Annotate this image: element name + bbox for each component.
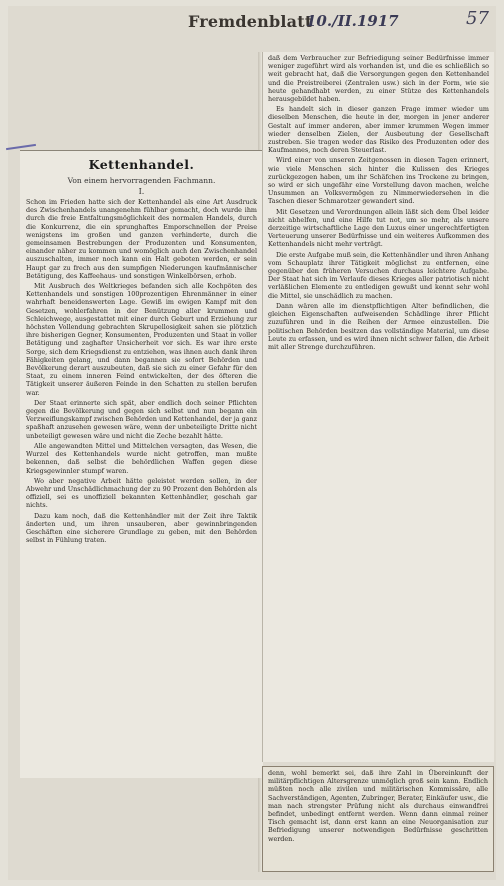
clipping-right-column [262,52,494,762]
paragraph: Die erste Aufgabe muß sein, die Kettenhändler und ihren Anhang vom Schauplatz ihrer Tätigkeit möglichst zu entfernen, eine gegenüber den früheren Versuchen durchaus leichtere Aufgabe. Der Staat hat sich im Verlaufe dieses Krieges aller patriotisch nicht verläßlichen Elemente zu entledigen gewußt und kennt sehr wohl die Mittel, sie unschädlich zu machen. [268,250,489,300]
newspaper-masthead: Fremdenblatt [188,12,313,31]
paragraph: daß dem Verbraucher zur Befriedigung seiner Bedürfnisse immer weniger zugeführt wird als vorhanden ist, und die es schließlich so weit gebracht hat, daß die Versorgungen gegen den Kettenhandel und die Preistreiberei (Zentralen usw.) sich in der Form, wie sie heute gehandhabt werden, zu einer Stütze des Kettenhandels herausgebildet haben. [268,54,489,104]
article-title: Kettenhandel. [88,157,195,172]
article-byline: Von einem hervorragenden Fachmann. [67,176,216,185]
paragraph: Alle angewandten Mittel und Mittelchen versagten, das Wesen, die Wurzel des Kettenhandels wurde nicht getroffen, man mußte bekennen, daß selbst die behördlichen Waffen gegen diese Kriegsgewinnler stumpf waren. [26,441,257,475]
paragraph: Es handelt sich in dieser ganzen Frage immer wieder um dieselben Menschen, die heute in der, morgen in jener anderer Gestalt auf immer anderen, aber immer krummen Wegen immer wieder denselben Zielen, der Ausbeutung der Gesellschaft zustreben. Sie tragen weder das Risiko des Produzenten oder des Kaufmannes, noch deren Steuerlast. [268,105,489,155]
paragraph: Dazu kam noch, daß die Kettenhändler mit der Zeit ihre Taktik änderten und, um ihren unsauberen, aber gewinnbringenden Geschäften eine sicherere Grundlage zu geben, mit den Behörden selbst in Fühlung traten. [26,511,257,545]
paragraph: denn, wohl bemerkt sei, daß ihre Zahl in Übereinkunft der militärpflichtigen Altersgrenze unmöglich groß sein kann. Endlich müßten noch alle zivilen und militärischen Kommissäre, alle Sachverständigen, Agenten, Zubringer, Berater, Einkäufer usw., die man nach strengster Prüfung nicht als durchaus einwandfrei befindet, unbedingt entfernt werden. Wenn dann einmal reiner Tisch gemacht ist, dann erst kann an eine Neuorganisation zur Befriedigung unserer notwendigen Bedürfnisse geschritten werden. [268,769,488,843]
section-number: I. [138,187,145,196]
paragraph: Mit Gesetzen und Verordnungen allein läßt sich dem Übel leider nicht abhelfen, und eine Hilfe tut not, um so mehr, als unsere derzeitige wirtschaftliche Lage den Luxus einer ungerechtfertigten Verteuerung unserer Bedürfnisse und ein weiteres Aufkommen des Kettenhandels nicht mehr verträgt. [268,207,489,249]
clipping-left-column [20,150,263,778]
paragraph: Wo aber negative Arbeit hätte geleistet werden sollen, in der Abwehr und Unschädlichmachung der zu 90 Prozent den Behörden als offiziell, sei es unoffiziell bekannten Kettenhändler, geschah gar nichts. [26,476,257,510]
paragraph: Der Staat erinnerte sich spät, aber endlich doch seiner Pflichten gegen die Bevölkerung und gegen sich selbst und nun begann ein Verzweiflungskampf zwischen Behörden und Kettenhandel, der ja ganz spaßhaft anzusehen gewesen wäre, wenn der unbeteiligte Dritte nicht unbeteiligt gewesen wäre und nicht die Zeche bezahlt hätte. [26,398,257,440]
paragraph: Dann wären alle im dienstpflichtigen Alter befindlichen, die gleichen Eigenschaften aufweisenden Schädlinge ihrer Pflicht zuzuführen und in die Reihen der Armee einzustellen. Die politischen Behörden besitzen das vollständige Material, um diese Leute zu erfassen, und es wird ihnen nicht schwer fallen, die Arbeit mit aller Strenge durchzuführen. [268,301,489,351]
paragraph: Schon im Frieden hatte sich der Kettenhandel als eine Art Ausdruck des Zwischenhandels unangenehm fühlbar gemacht, doch wurde ihm durch die freie Entfaltungsmöglichkeit des normalen Handels, durch die Konkurrenz, die ein sprunghaftes Emporschnellen der Preise wenigstens im großen und ganzen verhinderte, durch die gemeinsamen Bestrebungen der Produzenten und Konsumenten, einander näher zu kommen und womöglich auch den Zwischenhandel auszuschalten, immer noch kann ein Halt geboten werden, er sein Haupt gar zu frech aus den sumpfigen Niederungen kaufmännischer Betätigung, des Kaffeehaus- und sonstigen Winkelbörsen, erhob. [26,198,257,280]
paragraph: Wird einer von unseren Zeitgenossen in diesen Tagen erinnert, wie viele Menschen sich hinter die Kulissen des Krieges zurückgezogen haben, um ihr Schäfchen ins Trockene zu bringen, so wird er sich ungefähr eine Vorstellung davon machen, welche Unsummen an Volksvermögen zu Nimmerwiedersehen in die Taschen dieser Schmarotzer gewandert sind. [268,156,489,206]
clipping-bottom-continuation [262,766,494,872]
paragraph: Mit Ausbruch des Weltkrieges befanden sich alle Kochpöten des Kettenhandels und sonstigen 100prozentigen Ehrenmänner in einer wahrhaft beneidenswerten Lage. Gewiß im ewigen Kampf mit den Gesetzen, wohlerfahren in der Benützung aller krummen und Schleichwege, ausgestattet mit einer durch Geburt und Erziehung zur höchsten Vollendung gebrachten Skrupellosigkeit sahen sie plötzlich ihre bisherigen Gegner, Konsumenten, Produzenten und Staat in voller Betätigung und zaghafter Unsicherheit vor sich. Es war ihre erste Sorge, sich dem Kriegsdienst zu entziehen, was ihnen auch dank ihren Fähigkeiten gelang, und dann begannen sie sofort Behörden und Bevölkerung derart auszubeuten, daß sie sich zu einer Gefahr für den Staat, zu einem inneren Feind entwickelten, der des öfteren die Tätigkeit unserer äußeren Feinde in den Schatten zu stellen berufen war. [26,282,257,397]
handwritten-page-number: 57 [466,8,489,29]
handwritten-date: 10./II.1917 [306,12,399,30]
